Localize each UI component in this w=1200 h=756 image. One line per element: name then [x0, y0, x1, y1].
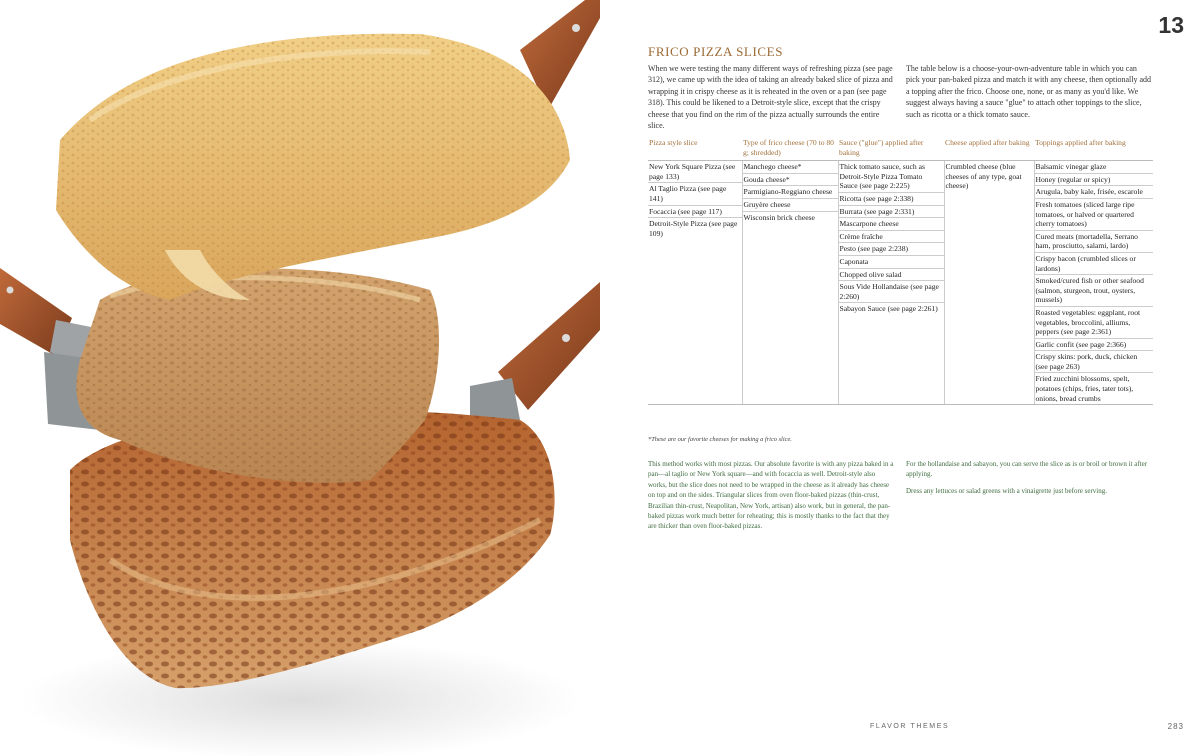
sauce-item: Sous Vide Hollandaise (see page 2:260): [839, 281, 944, 303]
sauce-item: Ricotta (see page 2:338): [839, 193, 944, 206]
table-header-row: [648, 137, 1153, 161]
column-cheese-after: [944, 161, 1034, 405]
pizza-style-item: Al Taglio Pizza (see page 141): [648, 183, 742, 205]
running-head: FLAVOR THEMES: [870, 723, 950, 730]
topping-item: Smoked/cured fish or other seafood (salmon, sturgeon, trout, oysters, mussels): [1035, 275, 1154, 307]
method-note-paragraph: For the hollandaise and sabayon, you can serve the slice as is or broil or brown it after applying.: [906, 460, 1148, 479]
pizza-style-item: Focaccia (see page 117): [648, 206, 742, 219]
topping-item: Cured meats (mortadella, Serrano ham, prosciutto, salami, lardo): [1035, 231, 1154, 253]
frico-cheese-item: Manchego cheese*: [743, 161, 838, 174]
topping-item: Arugula, baby kale, frisée, escarole: [1035, 186, 1154, 199]
header-pizza-style: Pizza style slice: [648, 137, 742, 161]
cheese-after-item: Crumbled cheese (blue cheeses of any type, goat cheese): [945, 162, 1022, 191]
page-number: 283: [1167, 722, 1184, 731]
page-title: FRICO PIZZA SLICES: [648, 44, 784, 59]
intro-paragraph-left: When we were testing the many different ways of refreshing pizza (see page 312), we came up with the idea of taking an already baked slice of pizza and wrapping it in crispy cheese as it is reheated in the oven or a pan (see page 318). This could be likened to a Detroit-style slice, except that the crispy cheese that you find on the rim of the pizza actually surrounds the entire slice.: [648, 64, 893, 131]
recipe-page: [600, 0, 1200, 756]
sauce-item: Mascarpone cheese: [839, 218, 944, 231]
table-row: [648, 161, 1153, 405]
topping-item: Crispy bacon (crumbled slices or lardons): [1035, 253, 1154, 275]
topping-item: Fried zucchini blossoms, spelt, potatoes (chips, fries, tater tots), onions, bread crumbs: [1035, 374, 1134, 403]
sauce-item: Crème fraîche: [839, 231, 944, 244]
header-cheese-after: Cheese applied after baking: [944, 137, 1034, 161]
topping-item: Crispy skins: pork, duck, chicken (see page 263): [1035, 351, 1154, 373]
table-footnote: *These are our favorite cheeses for making a frico slice.: [648, 436, 792, 443]
column-toppings: [1034, 161, 1153, 405]
frico-cheese-item: Gouda cheese*: [743, 174, 838, 187]
header-sauce: Sauce ("glue") applied after baking: [838, 137, 944, 161]
topping-item: Roasted vegetables: eggplant, root vegetables, broccolini, alliums, peppers (see page 2:361): [1035, 307, 1154, 339]
topping-item: Balsamic vinegar glaze: [1035, 161, 1154, 174]
header-toppings: Toppings applied after baking: [1034, 137, 1153, 161]
method-note-paragraph: This method works with most pizzas. Our absolute favorite is with any pizza baked in a pan—al taglio or New York square—and with focaccia as well. Detroit-style also works, but the slice does not need to be wrapped in the cheese as it already has cheese on top and on the sides. Triangular slices from oven floor-baked pizzas (thin-crust, Brazilian thin-crust, Neapolitan, New York, artisan) also work, but in general, the pan-baked pizzas work much better for reheating; this is mostly thanks to the fact that they are thicker than oven floor-baked pizzas.: [648, 460, 894, 531]
sauce-item: Burrata (see page 2:331): [839, 206, 944, 219]
topping-item: Honey (regular or spicy): [1035, 174, 1154, 187]
pizza-style-item: New York Square Pizza (see page 133): [648, 161, 742, 183]
method-note-paragraph: Dress any lettuces or salad greens with a vinaigrette just before serving.: [906, 486, 1107, 495]
method-note-left: [648, 459, 894, 538]
chapter-number: 13: [1158, 12, 1184, 38]
frico-combination-table: [648, 137, 1153, 405]
frico-cheese-item: Wisconsin brick cheese: [743, 212, 815, 222]
sauce-item: Pesto (see page 2:238): [839, 243, 944, 256]
sauce-item: Caponata: [839, 256, 944, 269]
intro-paragraph-right: The table below is a choose-your-own-adventure table in which you can pick your pan-baked pizza and match it with any cheese, then optionally add a topping after the frico. Choose one, none, or as many as you'd like. We suggest always having a sauce "glue" to attach other toppings to the slice, such as ricotta or a thick tomato sauce.: [906, 64, 1152, 119]
column-pizza-style: [648, 161, 742, 405]
column-frico-cheese: [742, 161, 838, 405]
header-frico-cheese: Type of frico cheese (70 to 80 g; shredded): [742, 137, 838, 161]
sauce-item: Chopped olive salad: [839, 269, 944, 282]
column-sauce: [838, 161, 944, 405]
method-note-right: [906, 459, 1152, 502]
pizza-style-item: Detroit-Style Pizza (see page 109): [649, 219, 738, 238]
topping-item: Fresh tomatoes (sliced large ripe tomatoes, or halved or quartered cherry tomatoes): [1035, 199, 1154, 231]
sauce-item: Sabayon Sauce (see page 2:261): [839, 304, 938, 314]
frico-cheese-item: Parmigiano-Reggiano cheese: [743, 186, 838, 199]
frico-cheese-item: Gruyère cheese: [743, 199, 838, 212]
sauce-item: Thick tomato sauce, such as Detroit-Style Pizza Tomato Sauce (see page 2:225): [839, 161, 944, 193]
topping-item: Garlic confit (see page 2:366): [1035, 339, 1154, 352]
